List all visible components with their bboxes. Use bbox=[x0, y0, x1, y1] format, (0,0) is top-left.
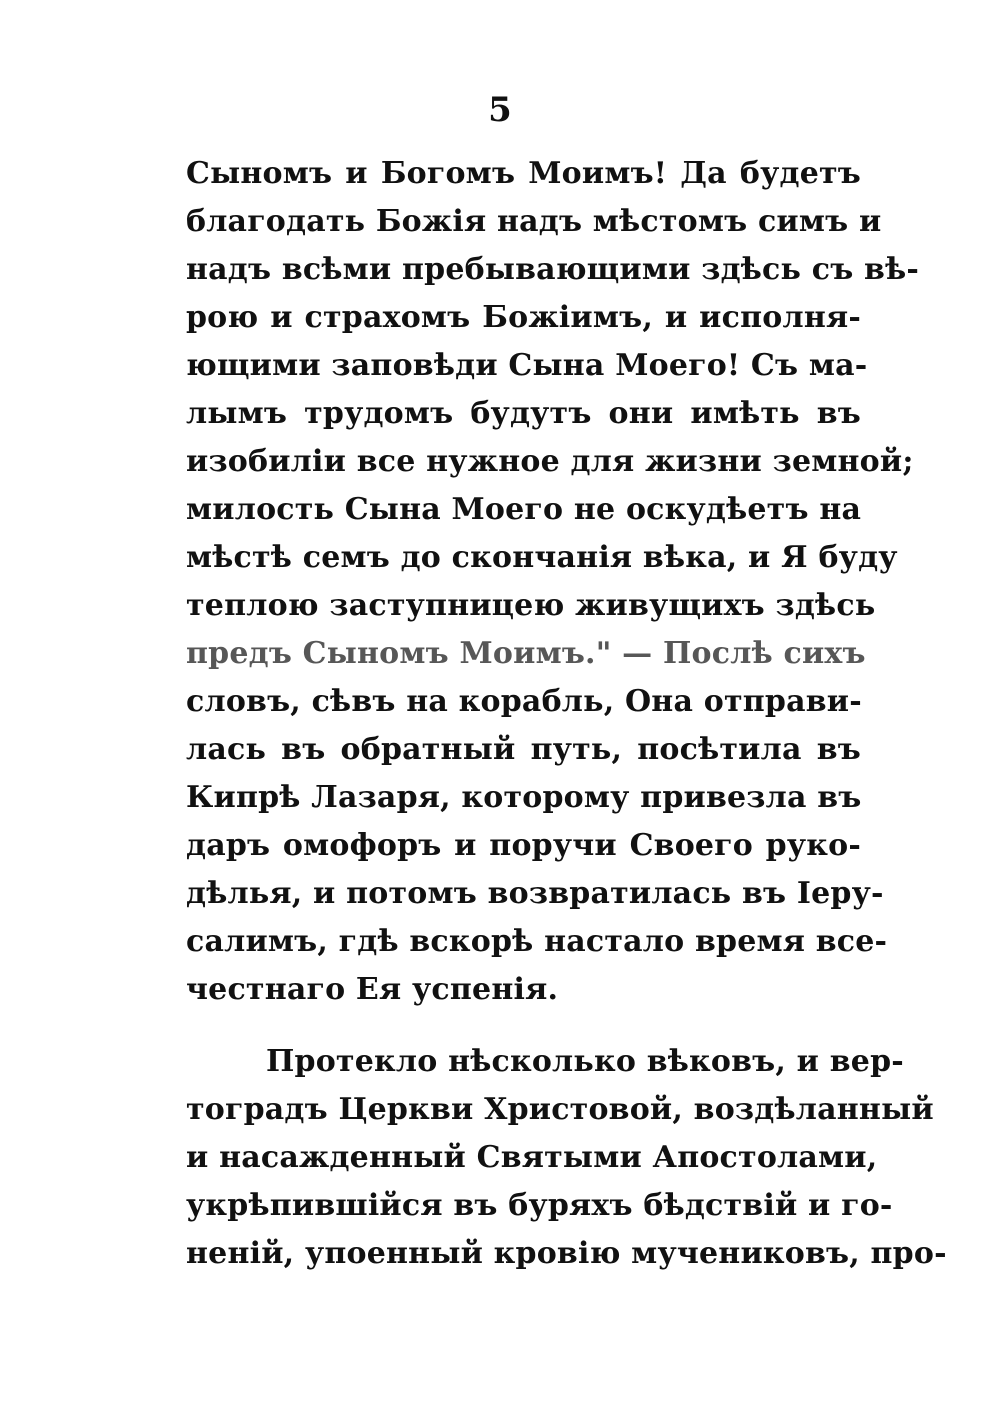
paragraph-2 bbox=[186, 1038, 947, 1278]
text-line: тоградъ Церкви Христовой, воздѣланный bbox=[186, 1092, 934, 1127]
text-line: лась въ обратный путь, посѣтила въ bbox=[186, 732, 861, 767]
text-line: Кипрѣ Лазаря, которому привезла въ bbox=[186, 780, 862, 815]
text-line: лымъ трудомъ будутъ они имѣть въ bbox=[186, 396, 861, 431]
text-line: мѣстѣ семъ до скончанія вѣка, и Я буду bbox=[186, 540, 898, 575]
text-line: теплою заступницею живущихъ здѣсь bbox=[186, 588, 876, 623]
page-number: 5 bbox=[488, 90, 512, 130]
text-line: надъ всѣми пребывающими здѣсь съ вѣ- bbox=[186, 252, 920, 287]
text-line: и насажденный Святыми Апостолами, bbox=[186, 1140, 878, 1175]
text-line: милость Сына Моего не оскудѣетъ на bbox=[186, 492, 862, 527]
text-line: благодать Божія надъ мѣстомъ симъ и bbox=[186, 204, 882, 239]
text-line: словъ, сѣвъ на корабль, Она отправи- bbox=[186, 684, 862, 719]
text-line: ющими заповѣди Сына Моего! Съ ма- bbox=[186, 348, 868, 383]
text-line: честнаго Ея успенія. bbox=[186, 972, 559, 1007]
text-line: салимъ, гдѣ вскорѣ настало время все- bbox=[186, 924, 888, 959]
text-line: дѣлья, и потомъ возвратилась въ Іеру- bbox=[186, 876, 884, 911]
text-line: неній, упоенный кровію мучениковъ, про- bbox=[186, 1236, 947, 1271]
text-line: рою и страхомъ Божіимъ, и исполня- bbox=[186, 300, 861, 335]
text-line: Сыномъ и Богомъ Моимъ! Да будетъ bbox=[186, 156, 861, 191]
text-line: предъ Сыномъ Моимъ." — Послѣ сихъ bbox=[186, 636, 866, 671]
text-line: изобиліи все нужное для жизни земной; bbox=[186, 444, 914, 479]
paragraph-1 bbox=[186, 150, 920, 1014]
text-line: укрѣпившійся въ буряхъ бѣдствій и го- bbox=[186, 1188, 893, 1223]
text-line: Протекло нѣсколько вѣковъ, и вер- bbox=[266, 1044, 904, 1079]
text-line: даръ омофоръ и поручи Своего руко- bbox=[186, 828, 861, 863]
